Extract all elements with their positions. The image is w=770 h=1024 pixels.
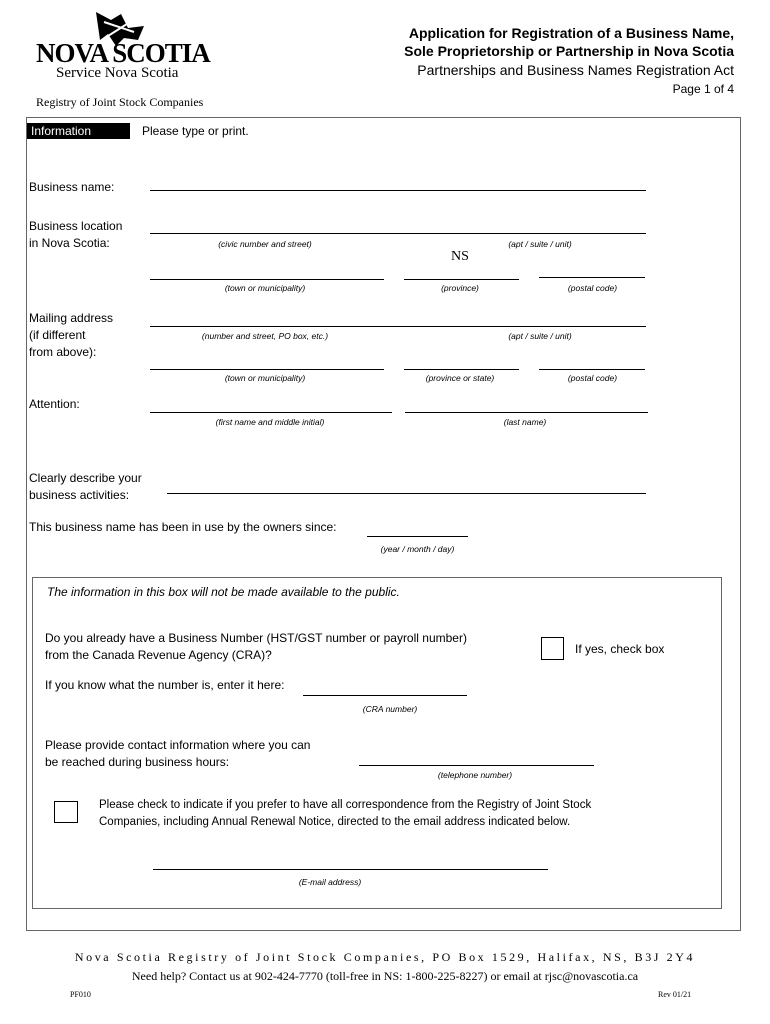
civic-caption: (civic number and street) [218,239,312,249]
email-caption: (E-mail address) [298,877,362,887]
instruction-text: Please type or print. [142,124,249,138]
mailing-label-line-1: Mailing address [29,311,114,325]
telephone-caption: (telephone number) [437,770,513,780]
private-notice: The information in this box will not be made available to the public. [47,585,400,599]
form-id: PF010 [70,990,91,999]
service-name: Service Nova Scotia [56,65,179,81]
registry-name: Registry of Joint Stock Companies [36,95,204,109]
apt-caption-2: (apt / suite / unit) [508,331,572,341]
act-name: Partnerships and Business Names Registration Act [417,62,734,78]
revision: Rev 01/21 [658,990,692,999]
telephone-line [359,765,594,766]
activities-line [167,493,646,494]
mailing-label-line-2: (if different [29,328,86,342]
last-name-line [405,412,648,413]
town-input-2[interactable] [150,353,383,369]
cra-number-input[interactable] [303,679,466,695]
email-pref-line-1: Please check to indicate if you prefer to have all correspondence from the Registry of Joint Stock [99,799,592,811]
title-line-2: Sole Proprietorship or Partnership in Nova Scotia [404,43,734,59]
email-pref-line-2: Companies, including Annual Renewal Notice, directed to the email address indicated below. [99,816,571,828]
page-number: Page 1 of 4 [672,82,734,96]
town-caption-1: (town or municipality) [224,283,306,293]
email-input[interactable] [153,853,547,869]
postal-code-input-1[interactable] [539,261,645,277]
email-preference-text [99,797,591,831]
nova-scotia-logo [36,10,221,80]
in-use-since-label: This business name has been in use by the owners since: [29,520,337,534]
last-name-input[interactable] [405,396,647,412]
province-line [404,279,519,280]
telephone-input[interactable] [359,749,593,765]
last-name-caption: (last name) [503,417,547,427]
mailing-street-input[interactable] [150,310,645,326]
province-caption: (province) [441,283,479,293]
apt-caption-1: (apt / suite / unit) [508,239,572,249]
date-caption: (year / month / day) [380,544,455,554]
mailing-address-label [29,310,113,361]
postal-code-line-2 [539,369,645,370]
town-line-2 [150,369,384,370]
postal-code-line-1 [539,277,645,278]
contact-label-line-1: Please provide contact information where you can [45,738,311,752]
contact-info-label [45,737,310,771]
postal-code-input-2[interactable] [539,353,645,369]
logo-wordmark: NOVA SCOTIA [36,38,210,68]
first-name-caption: (first name and middle initial) [215,417,325,427]
in-use-date-input[interactable] [367,520,468,536]
town-caption-2: (town or municipality) [224,373,306,383]
business-number-checkbox[interactable] [541,637,564,660]
email-line [153,869,548,870]
first-name-line [150,412,392,413]
cra-number-label: If you know what the number is, enter it here: [45,678,285,692]
province-value: NS [451,249,469,264]
postal-caption-2: (postal code) [567,373,618,383]
location-label-line-2: in Nova Scotia: [29,236,110,250]
mailing-street-line [150,326,646,327]
footer-address: Nova Scotia Registry of Joint Stock Companies, PO Box 1529, Halifax, NS, B3J 2Y4 [74,950,696,964]
cra-number-line [303,695,467,696]
email-preference-checkbox[interactable] [54,801,78,823]
business-name-line [150,190,646,191]
information-tab: Information [27,123,130,139]
mailing-label-line-3: from above): [29,345,97,359]
title-line-1: Application for Registration of a Business Name, [408,25,734,41]
contact-label-line-2: be reached during business hours: [45,755,230,769]
postal-caption-1: (postal code) [567,283,618,293]
cra-number-caption: (CRA number) [362,704,418,714]
activities-label-line-1: Clearly describe your [29,471,142,485]
activities-input[interactable] [167,477,645,493]
attention-label: Attention: [29,397,80,411]
if-yes-label: If yes, check box [575,642,665,656]
civic-address-input[interactable] [150,217,645,233]
activities-label [29,470,142,504]
business-name-input[interactable] [150,174,645,190]
civic-address-line [150,233,646,234]
town-line-1 [150,279,384,280]
province-state-caption: (province or state) [425,373,495,383]
business-number-question [45,630,467,664]
in-use-date-line [367,536,468,537]
business-location-label [29,218,122,252]
bn-question-line-1: Do you already have a Business Number (HST/GST number or payroll number) [45,631,467,645]
province-state-line [404,369,519,370]
business-name-label: Business name: [29,180,115,194]
bn-question-line-2: from the Canada Revenue Agency (CRA)? [45,648,272,662]
form-title [404,24,734,98]
location-label-line-1: Business location [29,219,123,233]
footer-help: Need help? Contact us at 902-424-7770 (toll-free in NS: 1-800-225-8227) or email at rjsc@novascotia.ca [131,969,639,983]
first-name-input[interactable] [150,396,391,412]
province-state-input[interactable] [404,353,519,369]
activities-label-line-2: business activities: [29,488,130,502]
town-input-1[interactable] [150,263,383,279]
number-street-caption: (number and street, PO box, etc.) [201,331,329,341]
